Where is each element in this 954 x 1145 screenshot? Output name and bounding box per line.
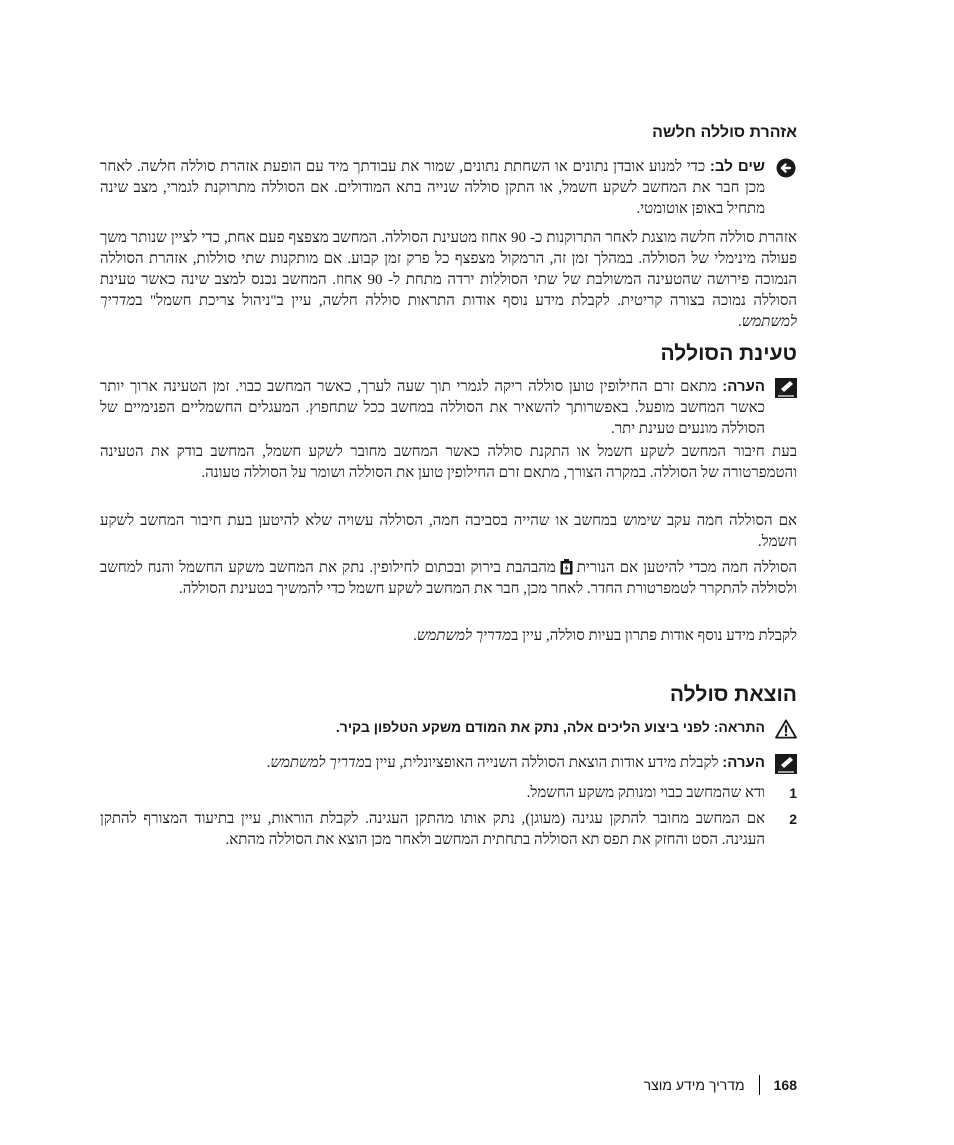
removal-heading: הוצאת סוללה <box>669 683 797 706</box>
user-guide-reference-3: מדריך למשתמש <box>270 755 365 771</box>
caution-body: לפני ביצוע הליכים אלה, נתק את המודם משקע הטלפון בקיר. <box>335 719 714 735</box>
battery-hot-text-cont: מהבהבת בירוק ובכתום לחילופין. נתק את המחשב משקע החשמל והנח למחשב ולסוללה להתקרר לטמפרטורת החדר. לאחר מכן, חבר את המחשב לשקע חשמל כדי להמשיך בטעינת הסוללה. <box>100 560 797 597</box>
removal-note-body: לקבלת מידע אודות הוצאת הסוללה השנייה האופציונלית, עיין ב <box>364 755 723 771</box>
charging-paragraph-4 <box>100 626 797 647</box>
step-text: ודא שהמחשב כבוי ומנותק משקע החשמל. <box>526 785 765 801</box>
caution-block <box>100 717 797 738</box>
notice-block <box>100 156 797 220</box>
charging-note-body: מתאם זרם החילופין טוען סוללה ריקה לגמרי תוך שעה לערך, כאשר המחשב כבוי. זמן הטעינה ארוך יותר כאשר המחשב מופעל. באפשרותך להשאיר את הסוללה במחשב ככל שתחפוץ. המעגלים החשמליים הפנימיים של הסוללה מונעים טעינת יתר. <box>100 379 765 437</box>
note-pencil-icon <box>775 754 797 774</box>
charging-note-block <box>100 376 797 440</box>
low-battery-text-end: . <box>738 314 742 330</box>
footer-divider <box>759 1075 760 1095</box>
notice-label: שים לב: <box>709 158 766 175</box>
caution-text <box>100 717 765 738</box>
removal-note-label: הערה: <box>722 754 765 771</box>
charging-note-text <box>100 376 765 440</box>
step-item <box>100 783 797 804</box>
document-page <box>100 0 797 1145</box>
user-guide-reference-2: מדריך למשתמש <box>416 628 512 644</box>
charging-paragraph-1: בעת חיבור המחשב לשקע חשמל או התקנת סוללה כאשר המחשב מחובר לשקע חשמל, המחשב בודק את הטעינה והטמפרטורה של הסוללה. במקרה הצורך, מתאם זרם החילופין טוען את הסוללה ושומר על הסוללה טעונה. <box>100 444 797 481</box>
removal-note-text <box>100 752 765 774</box>
step-text: אם המחשב מחובר להתקן עגינה (מעוגן), נתק אותו מהתקן העגינה. לקבלת הוראות, עיין בתיעוד המצורף להתקן העגינה. הסט והחזק את תפס תא הסוללה בתחתית המחשב ולאחר מכן הוצא את הסוללה מהתא. <box>100 811 765 848</box>
battery-status-icon <box>560 559 573 575</box>
charging-note-label: הערה: <box>722 378 765 395</box>
removal-note-block <box>100 752 797 774</box>
troubleshoot-text: לקבלת מידע נוסף אודות פתרון בעיות סוללה, עיין ב <box>511 628 797 644</box>
step-item <box>100 809 797 851</box>
note-pencil-icon <box>775 378 797 398</box>
caution-label: התראה: <box>713 719 765 735</box>
step-number: 1 <box>789 785 797 801</box>
step-number: 2 <box>789 811 797 827</box>
charging-heading: טעינת הסוללה <box>660 342 797 365</box>
notice-text <box>100 156 765 220</box>
caution-triangle-icon <box>775 719 797 739</box>
low-battery-heading: אזהרת סוללה חלשה <box>652 124 797 141</box>
notice-icon <box>775 158 797 178</box>
page-footer <box>644 1075 797 1095</box>
removal-note-end: . <box>266 755 271 771</box>
low-battery-paragraph <box>100 228 797 333</box>
low-battery-text: אזהרת סוללה חלשה מוצגת לאחר התרוקנות כ- 90 אחוז מטעינת הסוללה. המחשב מצפצף פעם אחת, כדי לציין שנותר משך פעולה מינימלי של הסוללה. במהלך זמן זה, הרמקול מצפצף כל פרק זמן קבוע. אם מותקנות שתי סוללות, אזהרת הסוללה הנמוכה פירושה שהטעינה המשולבת של שתי הסוללות ירדה מתחת ל- 90 אחוז. המחשב נכנס למצב שינה כאשר טעינת הסוללה נמוכה בצורה קריטית. לקבלת מידע נוסף אודות התראות סוללה חלשה, עיין ב"ניהול צריכת חשמל" ב <box>100 230 798 309</box>
charging-paragraph-3 <box>100 558 797 600</box>
page-number: 168 <box>773 1077 797 1093</box>
footer-title: מדריך מידע מוצר <box>643 1077 745 1093</box>
battery-hot-text: הסוללה חמה מכדי להיטען אם הנורית <box>576 560 797 576</box>
user-guide-reference: מדריך למשתמש <box>100 293 797 330</box>
notice-body: כדי למנוע אובדן נתונים או השחתת נתונים, שמור את עבודתך מיד עם הופעת אזהרת סוללה חלשה. לאחר מכן חבר את המחשב לשקע חשמל, או התקן סוללה שנייה בתא המודולים. אם הסוללה מתרוקנת לגמרי, מצב שינה מתחיל באופן אוטומטי. <box>100 159 765 217</box>
charging-paragraph-2: אם הסוללה חמה עקב שימוש במחשב או שהייה בסביבה חמה, הסוללה עשויה שלא להיטען בעת חיבור המחשב לשקע חשמל. <box>100 513 797 550</box>
troubleshoot-text-end: . <box>413 628 417 644</box>
